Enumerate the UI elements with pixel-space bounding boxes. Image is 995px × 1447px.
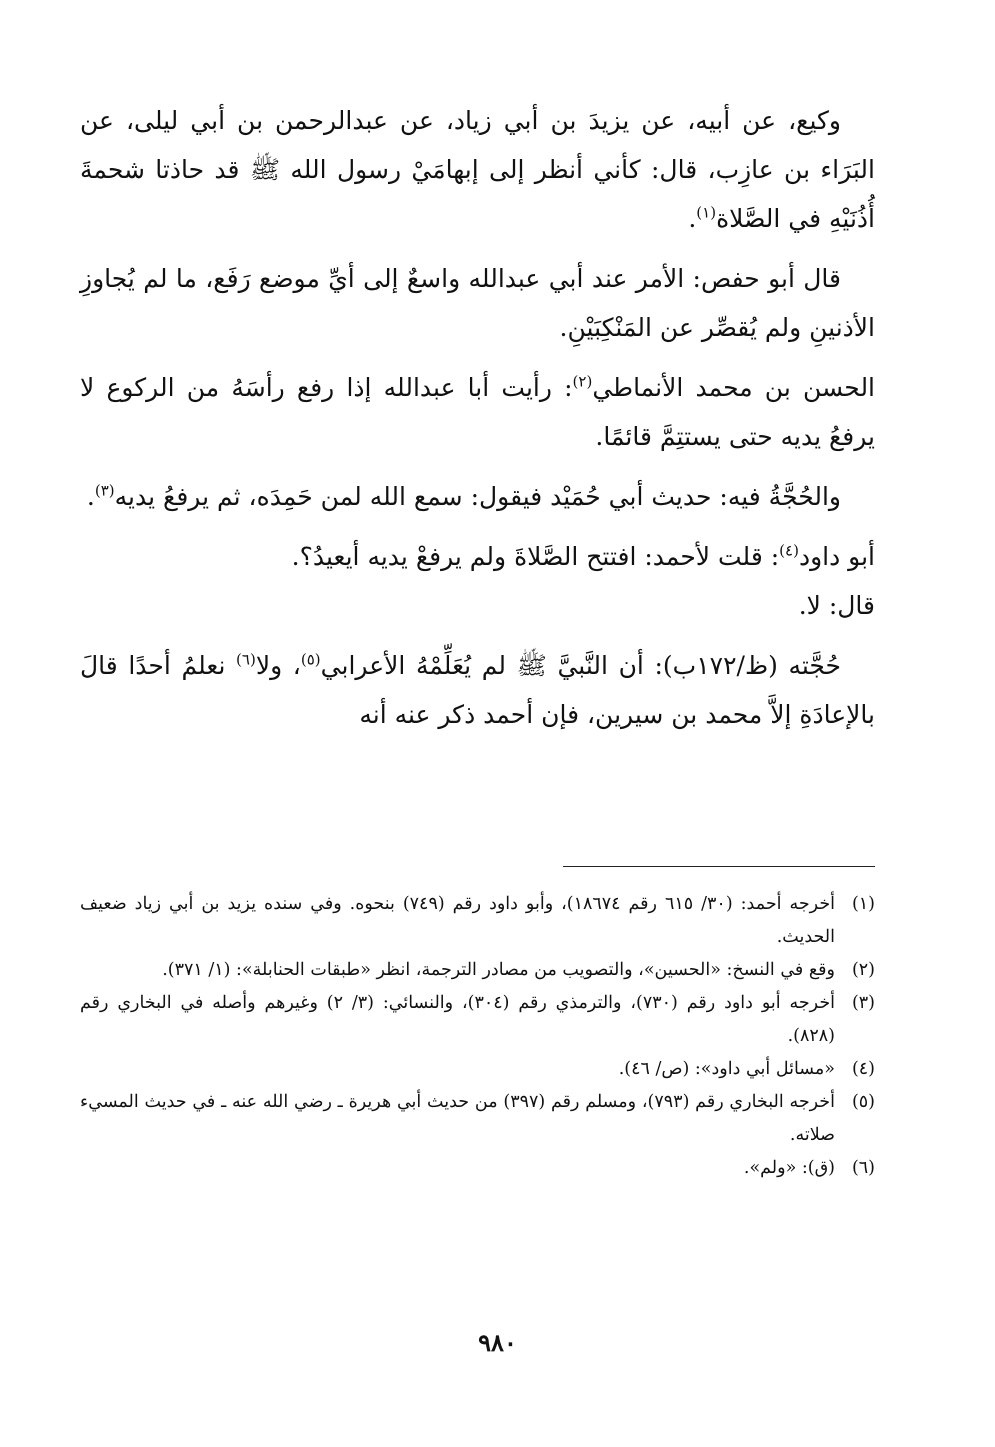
footnote xyxy=(80,888,875,954)
footnote-number: (٦) xyxy=(851,1158,875,1178)
footnote-text: وقع في النسخ: «الحسين»، والتصويب من مصادر الترجمة، انظر «طبقات الحنابلة»: (١/ ٣٧١). xyxy=(162,960,835,980)
text-run: ، ولا xyxy=(255,651,301,680)
footnote-ref: (٦) xyxy=(236,650,256,669)
main-text xyxy=(80,96,875,750)
footnote xyxy=(80,987,875,1053)
footnote-ref: (٤) xyxy=(779,541,799,560)
footnote-number: (٢) xyxy=(851,960,875,980)
text-run: الحسن بن محمد الأنماطي xyxy=(592,373,876,402)
footnote-number: (٥) xyxy=(851,1092,875,1112)
footnote-text: أخرجه أبو داود رقم (٧٣٠)، والترمذي رقم (٣٠٤)، والنسائي: (٣/ ٢) وغيرهم وأصله في البخاري رقم (٨٢٨). xyxy=(80,993,836,1046)
footnote-ref: (٢) xyxy=(572,372,593,391)
footnote-ref: (٥) xyxy=(300,650,321,669)
footnote-number: (٣) xyxy=(851,993,875,1013)
text-run: : قلت لأحمد: افتتح الصَّلاةَ ولم يرفعْ يديه أيعيدُ؟. xyxy=(291,542,780,571)
footnote-text: «مسائل أبي داود»: (ص/ ٤٦). xyxy=(618,1059,835,1079)
text-run: حُجَّته (ظ/١٧٢ب): أن النَّبيَّ ﷺ لم يُعَلِّمْهُ الأعرابي xyxy=(320,651,841,680)
paragraph: والحُجَّةُ فيه: حديث أبي حُمَيْد فيقول: سمع الله لمن حَمِدَه، ثم يرفعُ يديه$^{(٣)}$. xyxy=(86,481,841,511)
text-run: نعلمُ أحدًا قالَ بالإعادَةِ إلاَّ محمد بن سيرين، فإن أحمد ذكر عنه أنه xyxy=(80,651,875,729)
footnote xyxy=(80,954,875,987)
text-run: والحُجَّةُ فيه: حديث أبي حُمَيْد فيقول: سمع الله لمن حَمِدَه، ثم يرفعُ يديه xyxy=(114,482,841,511)
text-run: قال أبو حفص: الأمر عند أبي عبدالله واسعٌ إلى أيِّ موضع رَفَع، ما لم يُجاوزِ الأذنينِ ولم يُقصِّر عن المَنْكِبَيْنِ. xyxy=(80,264,875,342)
footnote xyxy=(80,1086,875,1152)
text-run: : رأيت أبا عبدالله إذا رفع رأسَهُ من الركوع لا يرفعُ يديه حتى يستتِمَّ قائمًا. xyxy=(80,373,875,451)
footnotes xyxy=(80,888,875,1185)
footnote-separator xyxy=(563,866,875,867)
text-run: أبو داود xyxy=(798,542,875,571)
page-number: ٩٨٠ xyxy=(478,1328,517,1357)
text-run: وكيع، عن أبيه، عن يزيدَ بن أبي زياد، عن عبدالرحمن بن أبي ليلى، عن البَرَاء بن عازِب، قال: كأني أنظر إلى إبهامَيْ رسول الله ﷺ قد حاذتا شحمةَ أُذُنَيْهِ في الصَّلاة xyxy=(80,106,875,233)
footnote xyxy=(80,1053,875,1086)
paragraph xyxy=(80,363,875,461)
footnote-number: (١) xyxy=(851,894,875,914)
text-run: قال: لا. xyxy=(798,591,875,620)
footnote-number: (٤) xyxy=(851,1059,875,1079)
footnote-text: (ق): «ولم». xyxy=(743,1158,835,1178)
footnote-text: أخرجه أحمد: (٣٠/ ٦١٥ رقم ١٨٦٧٤)، وأبو داود رقم (٧٤٩) بنحوه. وفي سنده يزيد بن أبي زياد ضعيف الحديث. xyxy=(80,894,835,947)
footnote xyxy=(80,1152,875,1185)
footnote-text: أخرجه البخاري رقم (٧٩٣)، ومسلم رقم (٣٩٧) من حديث أبي هريرة ـ رضي الله عنه ـ في حديث المسيء صلاته. xyxy=(80,1092,835,1145)
paragraph xyxy=(80,532,875,630)
paragraph: وكيع، عن أبيه، عن يزيدَ بن أبي زياد، عن عبدالرحمن بن أبي ليلى، عن البَرَاء بن عازِب، قال: كأني أنظر إلى إبهامَيْ رسول الله ﷺ قد حاذتا شحمةَ أُذُنَيْهِ في الصَّلاة$^{(١)}$. xyxy=(80,106,875,233)
footnote-ref: (١) xyxy=(696,203,717,222)
paragraph xyxy=(80,641,875,739)
footnote-ref: (٣) xyxy=(94,481,115,500)
paragraph xyxy=(80,254,875,352)
